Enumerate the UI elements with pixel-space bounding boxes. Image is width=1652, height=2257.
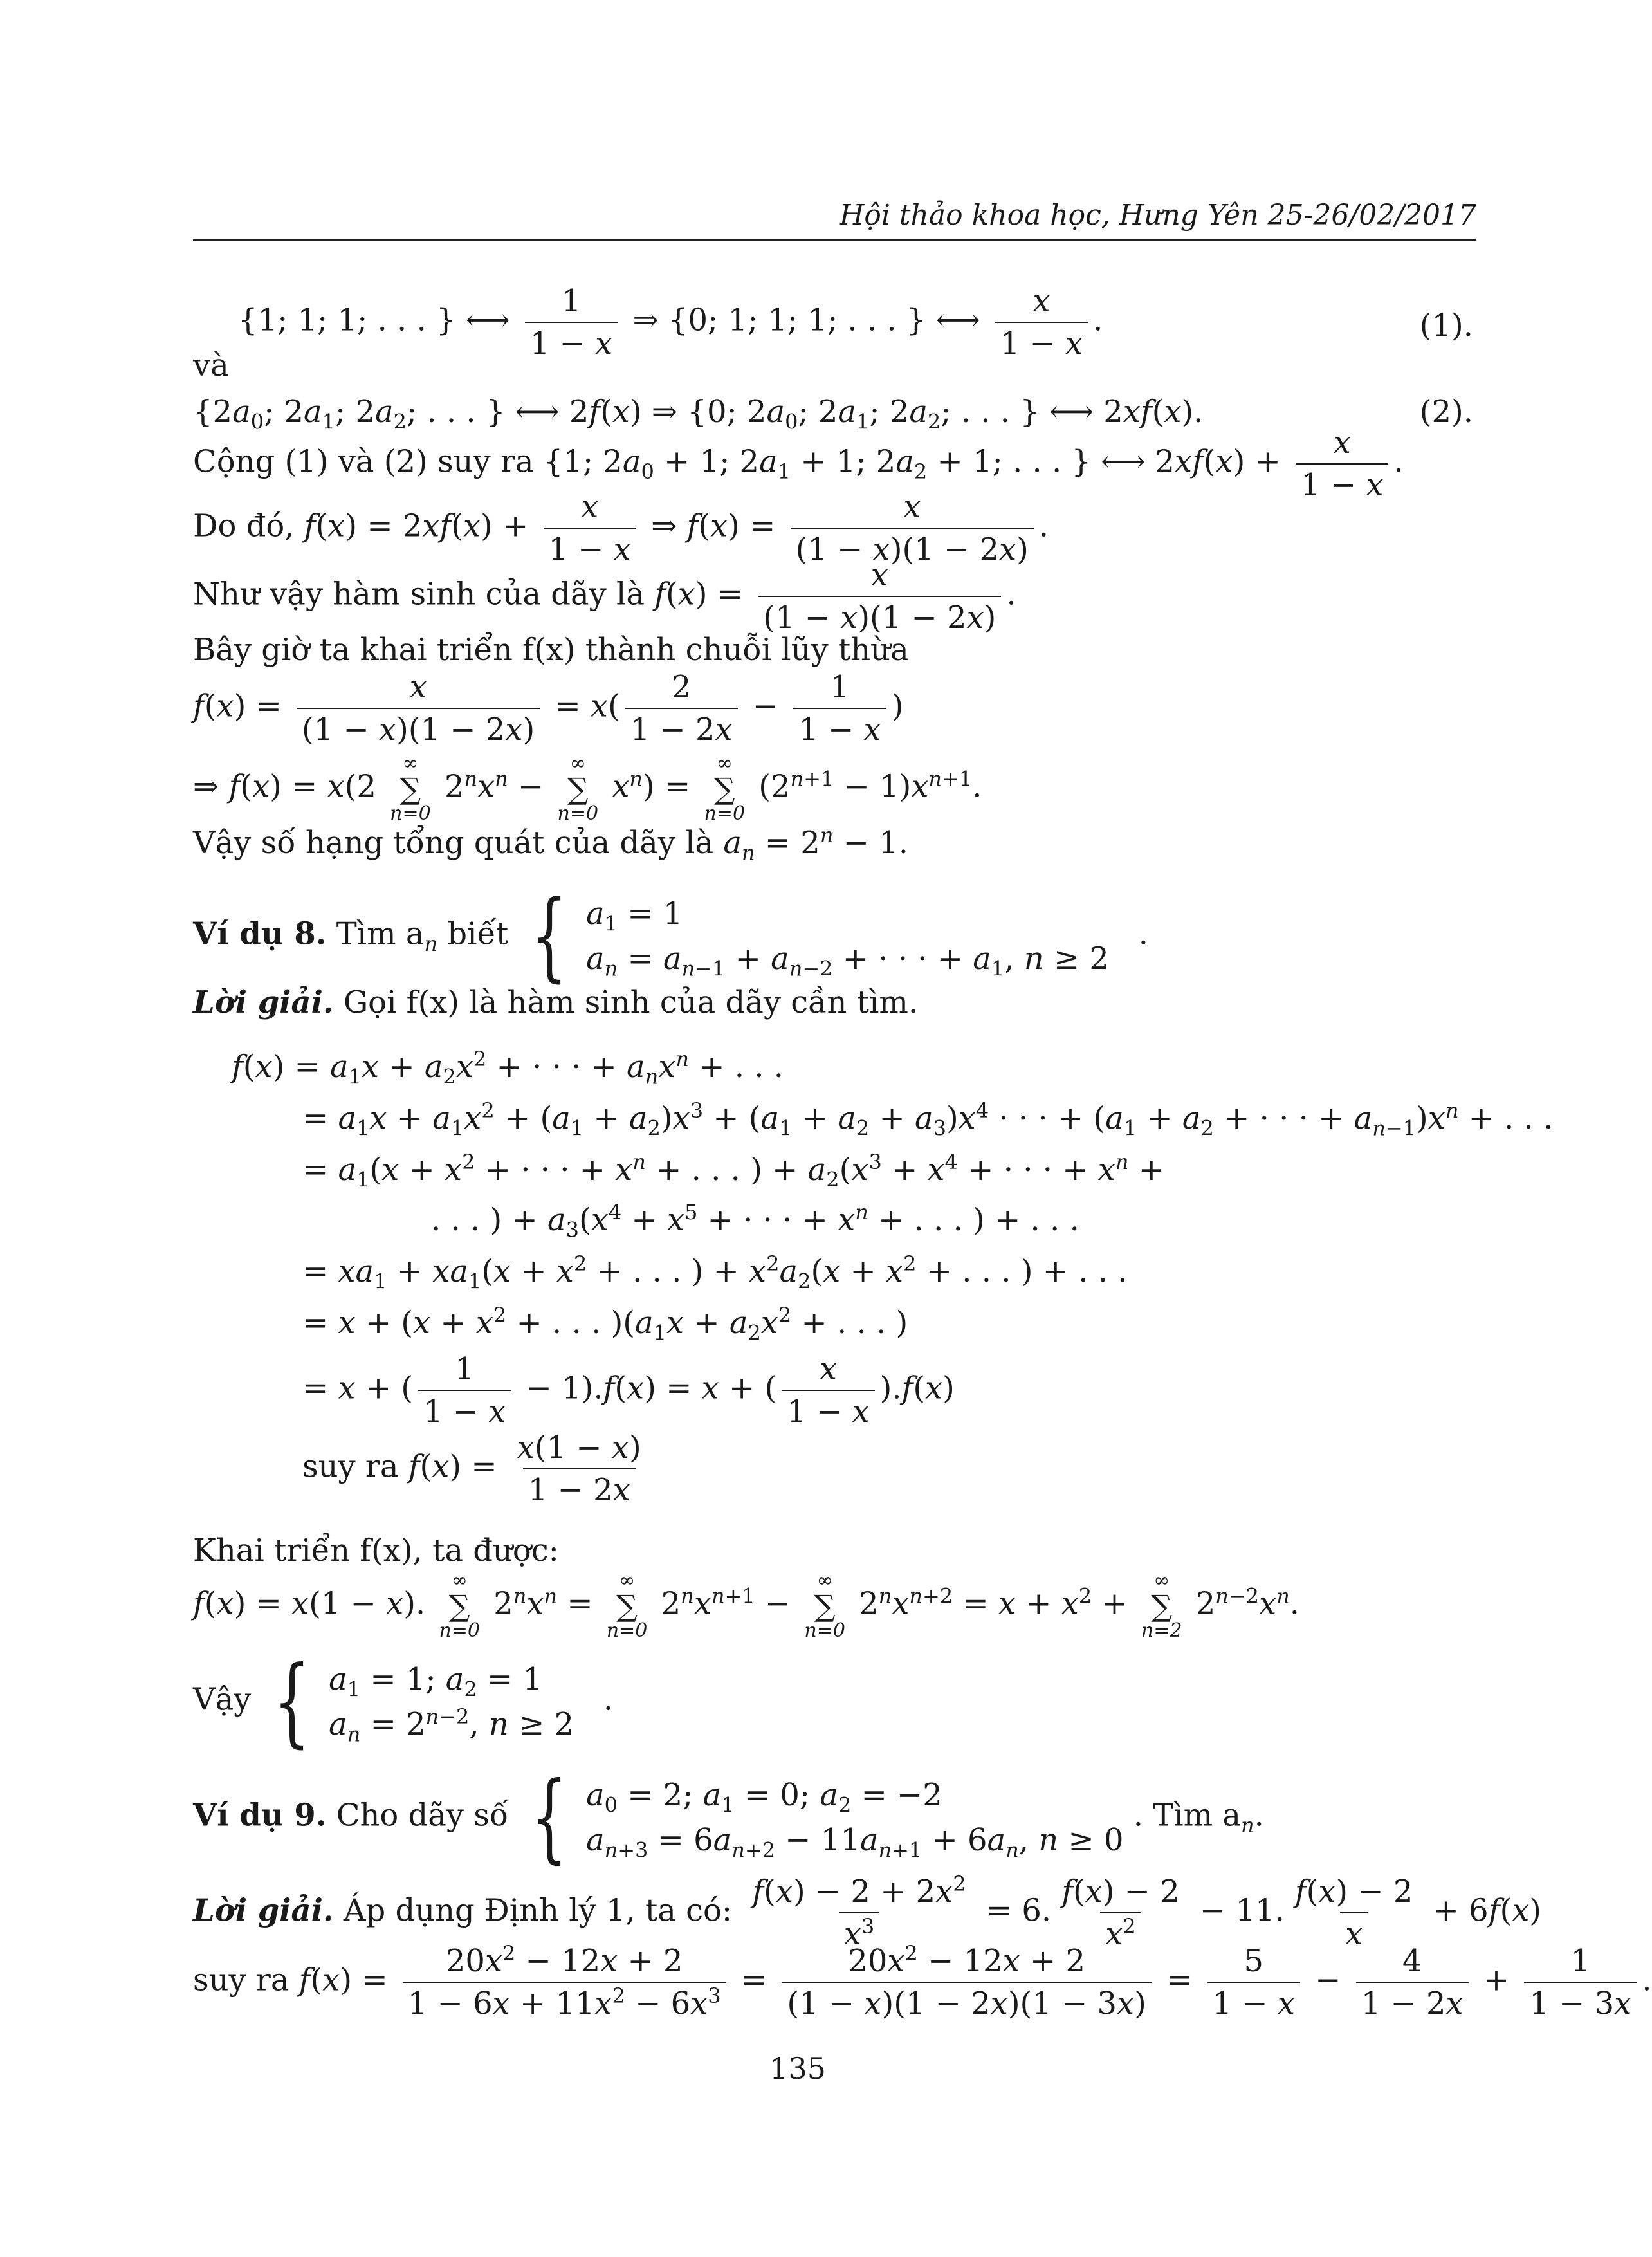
derivation-suy-ra: suy ra bbox=[302, 1448, 399, 1485]
solution-8-label: Lời giải. bbox=[193, 984, 334, 1020]
expansion-intro: Khai triển f(x), ta được: bbox=[193, 1533, 559, 1569]
example-8-label: Ví dụ 8. bbox=[193, 916, 327, 952]
therefore-text: Do đó, bbox=[193, 508, 295, 544]
example-8-given: biết bbox=[447, 916, 509, 952]
generating-function-line: Như vậy hàm sinh của dãy là f(x) = $\frac{x}{(1 - x)(1 - 2x)}$ . bbox=[193, 557, 1016, 636]
derivation-line-5: = $xa_1 + xa_1(x + x^2$ + . . . ) + $x^2a_2(x + x^2$ + . . . ) + . . . bbox=[302, 1251, 1128, 1294]
solution-8-text: Gọi f(x) là hàm sinh của dãy cần tìm. bbox=[343, 984, 919, 1020]
expand-text: Bây giờ ta khai triển f(x) thành chuỗi lũy thừa bbox=[193, 632, 909, 668]
solution-9-label: Lời giải. bbox=[193, 1892, 334, 1929]
solution-9-result: suy ra f(x) = $\frac{20x^2 - 12x + 2}{1 - 6x + 11x^2 - 6x^3}$ = $\frac{20x^2 - 12x + 2}{(1 - x)(1 - 2x)(1 - 3x)}$ = $\frac{5}{1 - x}$ − $\frac{4}{1 - 2x}$ + $\frac{1}{1 - 3x}$ . bbox=[193, 1941, 1652, 2022]
solution-9-suy-ra: suy ra bbox=[193, 1962, 289, 1998]
expansion-series-line: f(x) = x(1 − x). ∞ ∑ n=0 $2^nx^n$ = ∞ ∑ n=0 $2^nx^{n+1}$ − ∞ ∑ n=0 $2^nx^{n+2} = x + x^2$ + ∞ ∑ n=2 $2^{n-2}x^n$. bbox=[193, 1569, 1299, 1642]
general-term-line: Vậy số hạng tổng quát của dãy là $a_n = 2^n - 1$. bbox=[193, 823, 908, 865]
derivation-line-1: $f(x) = a_1x + a_2x^2$ + · · · + $a_nx^n$ + . . . bbox=[232, 1047, 784, 1089]
sum-line-text: Cộng (1) và (2) suy ra bbox=[193, 443, 534, 480]
example-9-find: . Tìm a bbox=[1133, 1797, 1242, 1834]
derivation-line-7: = x + ( $\frac{1}{1 - x}$ − 1).f(x) = x + ( $\frac{x}{1 - x}$ ).f(x) bbox=[302, 1351, 955, 1430]
solution-9: Lời giải. Áp dụng Định lý 1, ta có: $\frac{f(x) - 2 + 2x^2}{x^3}$ = 6. $\frac{f(x) - 2}{x^2}$ − 11. $\frac{f(x) - 2}{x}$ + 6f(x) bbox=[193, 1872, 1542, 1952]
equation-number-2: (2). bbox=[1419, 394, 1473, 430]
text-and: và bbox=[193, 347, 229, 383]
generating-function-text: Như vậy hàm sinh của dãy là bbox=[193, 576, 645, 613]
example-9: Ví dụ 9. Cho dãy số { $a_0 = 2$; $a_1 = 0$; $a_2 = -2$ $a_{n+3} = 6a_{n+2} - 11a_{n+1} + 6a_n$, n ≥ 0 . Tìm $a_n$. bbox=[193, 1762, 1264, 1874]
example-9-text: Cho dãy số bbox=[336, 1797, 509, 1834]
derivation-line-4: . . . ) + $a_3(x^4 + x^5$ + · · · + $x^n$ + . . . ) + . . . bbox=[431, 1200, 1079, 1242]
page-number: 135 bbox=[769, 2051, 826, 2086]
example-8: Ví dụ 8. Tìm $a_n$ biết { $a_1 = 1$ $a_n = a_{n-1} + a_{n-2}$ + · · · + $a_1$, n ≥ 2 . bbox=[193, 880, 1148, 992]
derivation-line-6: = $x + (x + x^2$ + . . . )($a_1x + a_2x^2$ + . . . ) bbox=[302, 1303, 908, 1345]
partial-fraction-line: f(x) = $\frac{x}{(1 - x)(1 - 2x)}$ = x( $\frac{2}{1 - 2x}$ − $\frac{1}{1 - x}$ ) bbox=[193, 669, 904, 748]
conclusion-8: Vậy { $a_1 = 1$; $a_2 = 1$ $a_n = 2^{n-2}$, n ≥ 2 . bbox=[193, 1646, 614, 1758]
equation-number-1: (1). bbox=[1419, 308, 1473, 344]
equation-2: {$2a_0$; $2a_1$; $2a_2$; . . . } ⟷ 2f(x) ⇒ {0; $2a_0$; $2a_1$; $2a_2$; . . . } ⟷ 2xf(x). bbox=[193, 394, 1204, 434]
sum-line: Cộng (1) và (2) suy ra {1; $2a_0 + 1$; $2a_1 + 1$; $2a_2 + 1$; . . . } ⟷ 2xf(x) + $\frac{x}{1 - x}$ . bbox=[193, 425, 1404, 503]
solution-9-text: Áp dụng Định lý 1, ta có: bbox=[343, 1892, 733, 1929]
equation-1: {1; 1; 1; . . . } ⟷ $\frac{1}{1 - x}$ ⇒ {0; 1; 1; 1; . . . } ⟷ $\frac{x}{1 - x}$ . bbox=[238, 283, 1103, 362]
therefore-line: Do đó, f(x) = 2xf(x) + $\frac{x}{1 - x}$ ⇒ f(x) = $\frac{x}{(1 - x)(1 - 2x)}$ . bbox=[193, 489, 1049, 567]
running-header: Hội thảo khoa học, Hưng Yên 25-26/02/2017 bbox=[839, 199, 1476, 232]
derivation-line-3: = $a_1(x + x^2$ + · · · + $x^n$ + . . . ) + $a_2(x^3 + x^4$ + · · · + $x^n$ + bbox=[302, 1150, 1164, 1192]
solution-8 bbox=[193, 984, 918, 1020]
example-8-text: Tìm a bbox=[336, 916, 425, 952]
general-term-text: Vậy số hạng tổng quát của dãy là bbox=[193, 825, 714, 861]
header-rule bbox=[193, 239, 1476, 241]
derivation-line-2: = $a_1x + a_1x^2 + (a_1 + a_2)x^3 + (a_1 + a_2 + a_3)x^4$ · · · + ($a_1 + a_2$ + · · · + $a_{n-1})x^n$ + . . . bbox=[302, 1098, 1554, 1141]
derivation-line-8: suy ra f(x) = $\frac{x(1 - x)}{1 - 2x}$ bbox=[302, 1430, 641, 1508]
series-line: ⇒ f(x) = x(2 ∞ ∑ n=0 $2^nx^n$ − ∞ ∑ n=0 $x^n$) = ∞ ∑ n=0 $(2^{n+1} - 1)x^{n+1}$. bbox=[193, 752, 982, 825]
example-9-label: Ví dụ 9. bbox=[193, 1797, 327, 1834]
conclusion-8-text: Vậy bbox=[193, 1681, 252, 1718]
